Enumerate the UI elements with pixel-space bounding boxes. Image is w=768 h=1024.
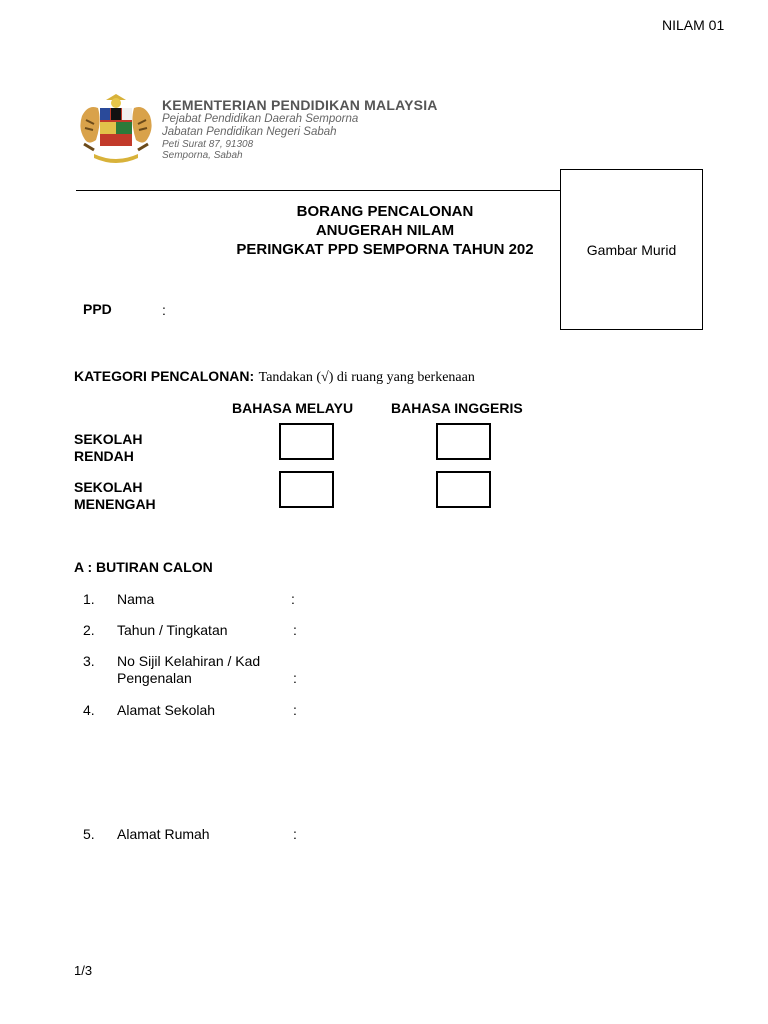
item-number: 1. xyxy=(83,591,95,607)
student-photo-box[interactable] xyxy=(560,169,703,330)
section-a-title: A : BUTIRAN CALON xyxy=(74,559,213,575)
item-colon: : xyxy=(291,591,295,607)
checkbox-menengah-bi[interactable] xyxy=(436,471,491,508)
item-colon: : xyxy=(293,670,297,686)
item-label-no-sijil xyxy=(117,653,260,687)
alamat-sekolah-input[interactable] xyxy=(304,700,702,790)
form-title-line-3: PERINGKAT PPD SEMPORNA TAHUN 202 xyxy=(236,241,534,258)
category-instruction: Tandakan (√) di ruang yang berkenaan xyxy=(258,370,475,385)
tahun-tingkatan-input[interactable] xyxy=(304,620,702,640)
form-title-line-1: BORANG PENCALONAN xyxy=(296,203,474,220)
row-sekolah-menengah xyxy=(74,479,156,513)
malaysia-coat-of-arms-logo xyxy=(76,94,156,166)
category-header xyxy=(74,368,475,386)
address-line-1: Peti Surat 87, 91308 xyxy=(162,138,254,150)
page-number: 1/3 xyxy=(74,963,93,978)
form-title-line-2: ANUGERAH NILAM xyxy=(315,222,455,239)
department-name: Jabatan Pendidikan Negeri Sabah xyxy=(162,126,337,139)
letterhead xyxy=(162,98,438,161)
item-label-nama: Nama xyxy=(117,591,155,607)
item-label-no-sijil-line-2: Pengenalan xyxy=(117,670,192,686)
column-bahasa-inggeris: BAHASA INGGERIS xyxy=(391,400,523,416)
item-label-tahun-tingkatan: Tahun / Tingkatan xyxy=(117,622,228,638)
ppd-input[interactable] xyxy=(172,300,542,320)
category-label: KATEGORI PENCALONAN: xyxy=(74,368,255,384)
item-label-alamat-sekolah: Alamat Sekolah xyxy=(117,702,216,718)
item-label-alamat-rumah: Alamat Rumah xyxy=(117,826,210,842)
item-number: 3. xyxy=(83,653,95,669)
checkbox-rendah-bm[interactable] xyxy=(279,423,334,460)
item-colon: : xyxy=(293,702,297,718)
row-rendah-line-1: SEKOLAH xyxy=(74,431,143,447)
item-number: 4. xyxy=(83,702,95,718)
document-code: NILAM 01 xyxy=(662,17,725,33)
header-divider xyxy=(76,190,560,191)
row-sekolah-rendah xyxy=(74,431,142,465)
office-name: Pejabat Pendidikan Daerah Semporna xyxy=(162,113,359,126)
column-bahasa-melayu: BAHASA MELAYU xyxy=(232,400,354,416)
ppd-label: PPD xyxy=(83,301,112,317)
photo-box-label: Gambar Murid xyxy=(586,241,677,258)
checkbox-menengah-bm[interactable] xyxy=(279,471,334,508)
item-colon: : xyxy=(293,826,297,842)
item-number: 2. xyxy=(83,622,95,638)
item-colon: : xyxy=(293,622,297,638)
ministry-name: KEMENTERIAN PENDIDIKAN MALAYSIA xyxy=(162,97,438,113)
no-sijil-input[interactable] xyxy=(304,668,702,688)
item-label-no-sijil-line-1: No Sijil Kelahiran / Kad xyxy=(117,653,261,669)
item-number: 5. xyxy=(83,826,95,842)
checkbox-rendah-bi[interactable] xyxy=(436,423,491,460)
ppd-colon: : xyxy=(162,302,166,318)
alamat-rumah-input[interactable] xyxy=(304,824,702,914)
address-line-2: Semporna, Sabah xyxy=(162,149,243,161)
nama-input[interactable] xyxy=(302,589,702,609)
row-rendah-line-2: RENDAH xyxy=(74,448,134,464)
row-menengah-line-1: SEKOLAH xyxy=(74,479,143,495)
row-menengah-line-2: MENENGAH xyxy=(74,496,156,512)
